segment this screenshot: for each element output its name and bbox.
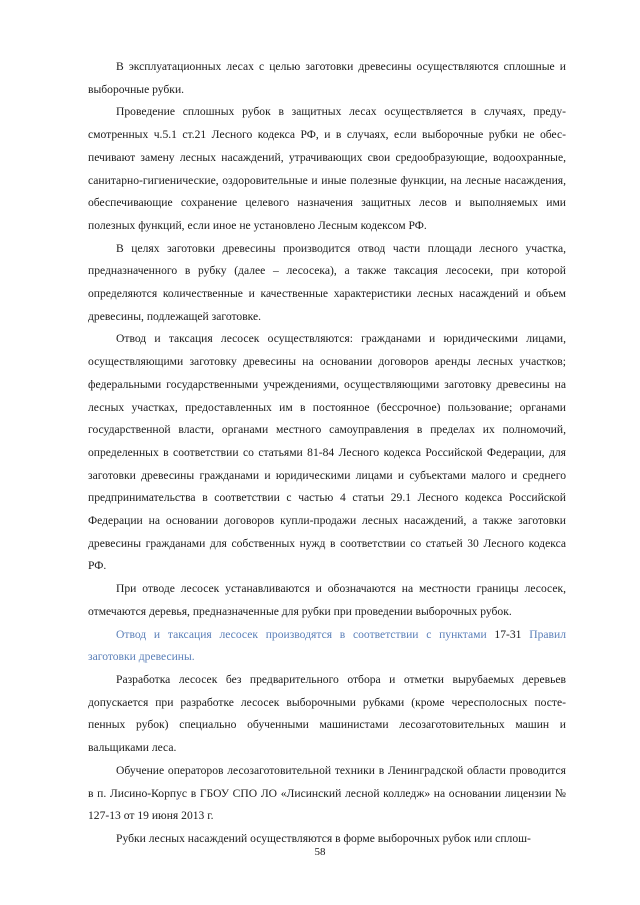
page-number: 58 (314, 846, 326, 858)
paragraph-boundary-marking: При отводе лесосек устанавливаются и обозначаются на местности границы лесосек, отмечаются деревья, предназначенные для рубки при проведении выборочных рубок. (88, 582, 566, 618)
paragraph-cutting-area-allotment: В целях заготовки древесины производится отвод части площади лесного участка, предназначенного в рубку (далее – лесосека), а также таксация лесосеки, при которой определяются количественные и качественные характеристики лесных насаждений и объем древесины, подлежащей заготовке. (88, 241, 566, 323)
paragraph-operator-training: Обучение операторов лесозаготовительной техники в Ленинградской области проводится в п. Лисино-Корпус в ГБОУ СПО ЛО «Лисинский лесной колледж» на основании лицензии № 127-13 от 19 июня 2013 г. (88, 763, 566, 823)
rules-link-start[interactable]: Отвод и таксация лесосек производятся в соответствии с пунктами (116, 627, 495, 641)
paragraph-selective-logging: Разработка лесосек без предварительного отбора и отметки вырубаемых деревьев допускается при разработке лесосек выборочными рубками (кроме чересполосных постепенных рубок) специально обученными машинистами лесозаготовительных машин и вальщиками леса. (88, 672, 566, 755)
rules-link-end[interactable]: Правил заготовки древесины. (88, 627, 566, 664)
document-body (88, 56, 566, 851)
paragraph-cut-forms: Рубки лесных насаждений осуществляются в форме выборочных рубок или сплош- (116, 831, 531, 845)
paragraph-allotment-performers: Отвод и таксация лесосек осуществляются: гражданами и юридическими лицами, осуществляющими заготовку древесины на основании договоров аренды лесных участков; федеральными государственными учреждениями, осуществляющими заготовку древесины на лесных участках, предоставленных им в постоянное (бессрочное) пользование; органами государственной власти, органами местного самоуправления в пределах их полномочий, определенных в соответствии со статьями 81-84 Лесного кодекса Российской Федерации, для заготовки древесины гражданами и юридическими лицами и субъектами малого и среднего предпринимательства в соответствии с частью 4 статьи 29.1 Лесного кодекса Российской Федерации на основании договоров купли-продажи лесных насаждений, а также заготовки древесины гражданами для собственных нужд в соответствии со статьей 30 Лесного кодекса РФ. (88, 332, 566, 573)
paragraph-protective-forests: Проведение сплошных рубок в защитных лесах осуществляется в случаях, предусмотренных ч.5.1 ст.21 Лесного кодекса РФ, и в случаях, если выборочные рубки не обеспечивают замену лесных насаждений, утрачивающих свои средообразующие, водоохранные, санитарно-гигиенические, оздоровительные и иные полезные функции, на лесные насаждения, обеспечивающие сохранение целевого назначения защитных лесов и выполняемых ими полезных функций, если иное не установлено Лесным кодексом РФ. (88, 105, 566, 232)
paragraph-rules-reference (88, 624, 566, 669)
paragraph-cut-types: В эксплуатационных лесах с целью заготовки древесины осуществляются сплошные и выборочные рубки. (88, 60, 566, 96)
rules-clause-numbers: 17-31 (494, 627, 522, 641)
